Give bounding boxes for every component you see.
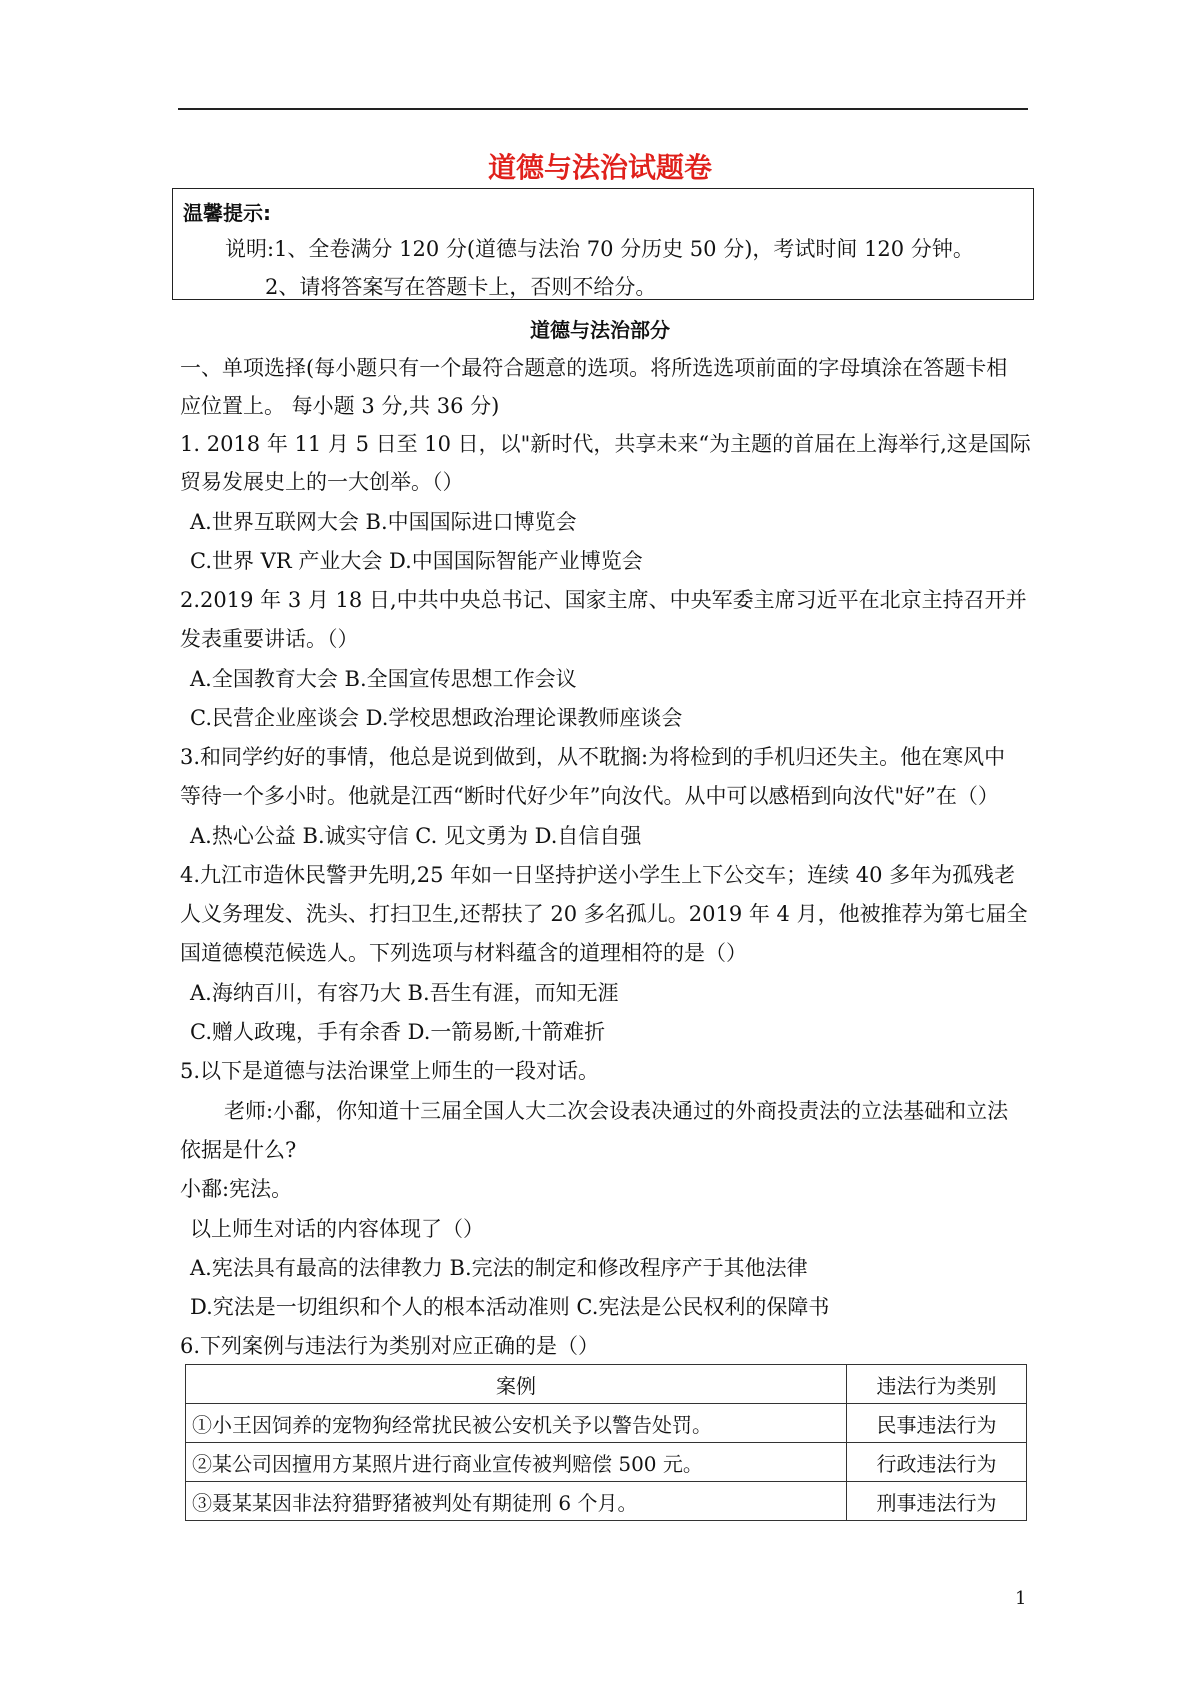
q4-options-1: A.海纳百川，有容乃大 B.吾生有涯，而知无涯 <box>190 981 619 1005</box>
section-title: 道德与法治部分 <box>530 318 670 342</box>
table-row <box>186 1443 1027 1482</box>
q2-stem-1: 2.2019 年 3 月 18 日,中共中央总书记、国家主席、中央军委主席习近平在北京主持召开并 <box>180 588 1027 612</box>
part1-intro-1: 一、单项选择(每小题只有一个最符合题意的选项。将所选选项前面的字母填涂在答题卡相 <box>180 356 1008 380</box>
q5-stem-3: 依据是什么? <box>180 1138 297 1162</box>
table-cell-type: 行政违法行为 <box>847 1443 1027 1482</box>
q3-options-1: A.热心公益 B.诚实守信 C. 见文勇为 D.自信自强 <box>190 824 642 848</box>
table-cell-type: 民事违法行为 <box>847 1404 1027 1443</box>
q2-options-1: A.全国教育大会 B.全国宣传思想工作会议 <box>190 667 577 691</box>
table-cell-case: ①小王因饲养的宠物狗经常扰民被公安机关予以警告处罚。 <box>186 1404 847 1443</box>
q4-stem-3: 国道德模范候选人。下列选项与材料蕴含的道理相符的是（） <box>180 941 747 965</box>
q3-stem-2: 等待一个多小时。他就是江西“断时代好少年”向汝代。从中可以感梧到向汝代"好”在（） <box>180 784 999 808</box>
exam-title: 道德与法治试题卷 <box>487 151 712 184</box>
table-cell-case: ②某公司因擅用方某照片进行商业宣传被判赔偿 500 元。 <box>186 1443 847 1482</box>
q1-options-2: C.世界 VR 产业大会 D.中国国际智能产业博览会 <box>190 549 643 573</box>
header-rule <box>178 108 1028 110</box>
q5-stem-1: 5.以下是道德与法治课堂上师生的一段对话。 <box>180 1059 600 1083</box>
q2-stem-2: 发表重要讲话。（） <box>180 627 359 651</box>
tips-line-2: 2、请将答案写在答题卡上，否则不给分。 <box>265 275 657 299</box>
tips-line-1: 说明:1、全卷满分 120 分(道德与法治 70 分历史 50 分)，考试时间 120 分钟。 <box>225 237 974 261</box>
page-number: 1 <box>1015 1588 1027 1609</box>
q1-stem-2: 贸易发展史上的一大创举。（） <box>180 470 464 494</box>
q5-stem-4: 小鄱:宪法。 <box>180 1177 293 1201</box>
q5-stem-2: 老师:小鄱，你知道十三届全国人大二次会设表决通过的外商投责法的立法基础和立法 <box>224 1099 1009 1123</box>
q1-options-1: A.世界互联网大会 B.中国国际进口博览会 <box>190 510 577 534</box>
q1-stem-1: 1. 2018 年 11 月 5 日至 10 日，以"新时代，共享未来“为主题的首届在上海举行,这是国际 <box>180 432 1031 456</box>
q4-options-2: C.赠人政瑰，手有余香 D.一箭易断,十箭难折 <box>190 1020 606 1044</box>
case-table <box>185 1364 1027 1521</box>
table-header-type: 违法行为类别 <box>847 1365 1027 1404</box>
q5-stem-5: 以上师生对话的内容体现了（） <box>190 1217 484 1241</box>
tips-heading: 温馨提示: <box>183 201 271 225</box>
q5-options-1: A.宪法具有最高的法律教力 B.完法的制定和修改程序产于其他法律 <box>190 1256 808 1280</box>
table-row <box>186 1404 1027 1443</box>
table-row <box>186 1482 1027 1521</box>
q5-options-2: D.究法是一切组织和个人的根本活动准则 C.宪法是公民权利的保障书 <box>190 1295 830 1319</box>
table-header-case: 案例 <box>186 1365 847 1404</box>
q4-stem-2: 人义务理发、洗头、打扫卫生,还帮扶了 20 多名孤儿。2019 年 4 月，他被推荐为第七届全 <box>180 902 1028 926</box>
table-header-row <box>186 1365 1027 1404</box>
q6-stem-1: 6.下列案例与违法行为类别对应正确的是（） <box>180 1334 600 1358</box>
part1-intro-2: 应位置上。 每小题 3 分,共 36 分) <box>180 394 500 418</box>
q4-stem-1: 4.九江市造休民警尹先明,25 年如一日坚持护送小学生上下公交车；连续 40 多年为孤残老 <box>180 863 1016 887</box>
tips-box <box>172 188 1034 300</box>
q2-options-2: C.民营企业座谈会 D.学校思想政治理论课教师座谈会 <box>190 706 683 730</box>
table-cell-type: 刑事违法行为 <box>847 1482 1027 1521</box>
q3-stem-1: 3.和同学约好的事情，他总是说到做到，从不耽搁:为将检到的手机归还失主。他在寒风中 <box>180 745 1006 769</box>
table-cell-case: ③聂某某因非法狩猎野猪被判处有期徒刑 6 个月。 <box>186 1482 847 1521</box>
